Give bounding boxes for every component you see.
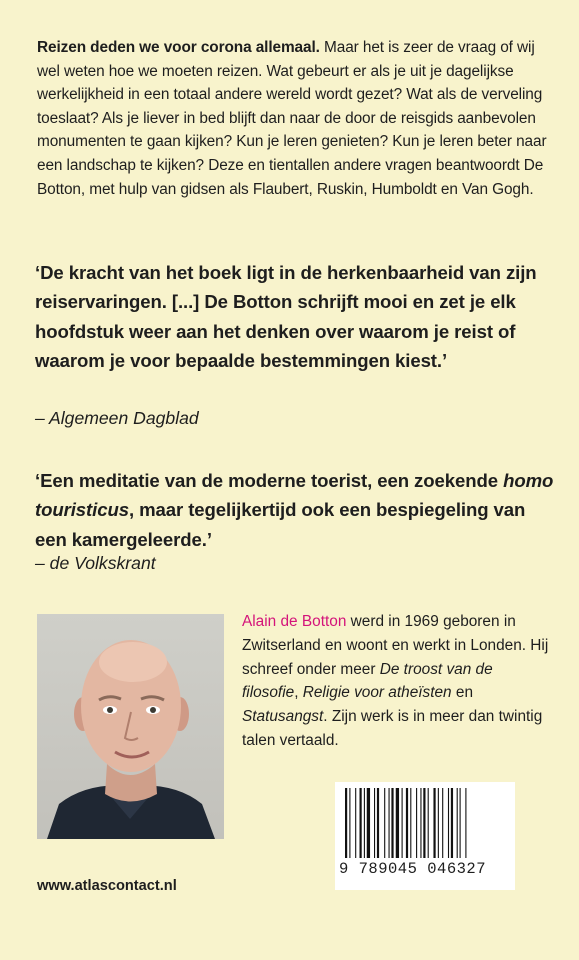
review-source-1: – Algemeen Dagblad: [35, 408, 199, 428]
author-name: Alain de Botton: [242, 613, 347, 630]
book-title-2: Religie voor atheïsten: [302, 684, 452, 702]
blurb-lead: Reizen deden we voor corona allemaal.: [37, 39, 320, 56]
quote-2-part-2: , maar tegelijkertijd ook een bespiegeling van een kamergeleerde.’: [35, 499, 526, 550]
bio-text-4: . Zijn werk is in meer dan twintig talen vertaald.: [242, 708, 543, 749]
bio-text-1: werd in 1969 geboren in Zwitserland en woont en werkt in Londen. Hij schreef onder meer: [242, 613, 549, 678]
quote-2-italic: homo touristicus: [35, 470, 554, 521]
review-quote-2: [35, 466, 555, 554]
review-quote-1: ‘De kracht van het boek ligt in de herkenbaarheid van zijn reiservaringen. [...] De Botton schrijft mooi en zet je elk hoofdstuk weer aan het denken over waarom je reist of waarom je voor bepaalde bestemmingen kiest.’: [35, 262, 537, 372]
quote-2-part-1: ‘Een meditatie van de moderne toerist, een zoekende: [35, 470, 504, 491]
back-cover-blurb: [37, 36, 552, 201]
isbn-number: 9 789045 046327: [339, 860, 487, 878]
book-title-1: De troost van de filosofie: [242, 660, 493, 702]
barcode-bars: [345, 788, 505, 858]
publisher-website[interactable]: www.atlascontact.nl: [37, 878, 177, 894]
author-bio: [242, 610, 552, 753]
book-title-3: Statusangst: [242, 708, 324, 726]
bio-text-2: ,: [294, 684, 303, 702]
isbn-barcode: [335, 782, 515, 890]
blurb-body: Maar het is zeer de vraag of wij wel weten hoe we moeten reizen. Wat gebeurt er als je uit je dagelijkse werkelijkheid in een totaal andere wereld wordt gezet? Wat als de verveling toeslaat? Als je liever in bed blijft dan naar de door de reisgids aanbevolen monumenten te gaan kijken? Kun je leren genieten? Kun je leren beter naar een landschap te kijken? Deze en tientallen andere vragen beantwoordt De Botton, met hulp van gidsen als Flaubert, Ruskin, Humboldt en Van Gogh.: [37, 39, 547, 198]
review-source-2: – de Volkskrant: [35, 553, 156, 573]
author-photo: [37, 614, 224, 839]
bio-text-3: en: [451, 684, 474, 702]
